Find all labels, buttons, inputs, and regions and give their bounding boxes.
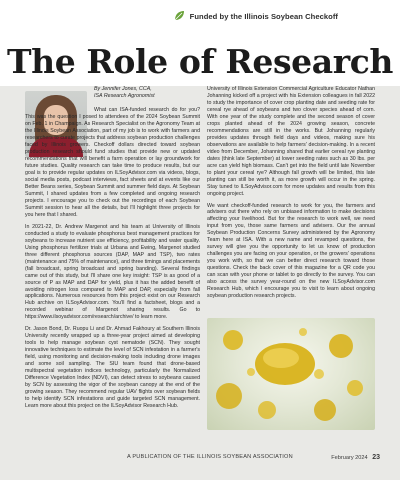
paragraph-phosphorus: In 2021-22, Dr. Andrew Margenot and his team at University of Illinois conducted a study to evaluate phosphorus best management practices for soybeans to increase nutrient use efficiency, profitability and water quality. Using phosphorus fertilizer trials at Urbana and Ewing, Margenot studied three different phosphorus sources (DAP, MAP and TSP), two rates (maintenance and 75% of maintenance), and three timings and placements (fall broadcast, spring broadcast and spring banding). Several findings came out of this study, but I'll share one key insight: TSP is as good of a source of P as MAP and DAP for yield, plus it has the added benefit of avoiding nitrogen loss compared to MAP and DAP, especially from fall applications. Numerous resources from this project exist on our Research Hub archive on ILSoyAdvisor.com. You'll find a factsheet, blogs and a recorded webinar of Margenot sharing results. Go to https://www.ilsoyadvisor.com/research/archive/ to learn more.: [25, 223, 200, 321]
checkoff-brand: [172, 9, 338, 23]
footer-date-page: [331, 454, 380, 461]
article-column-left: [25, 86, 200, 415]
soybean-leaf-icon: [172, 9, 186, 23]
byline-author: By Jennifer Jones, CCA,: [94, 86, 152, 92]
brand-text: Funded by the Illinois Soybean Checkoff: [189, 11, 338, 21]
page-footer: [25, 454, 380, 466]
footer-publication: A PUBLICATION OF THE ILLINOIS SOYBEAN ASSOCIATION: [127, 454, 293, 460]
soybean-oil-droplets-photo: [207, 318, 375, 430]
byline-role: ISA Research Agronomist: [94, 93, 155, 100]
paragraph-intro: What can ISA-funded research do for you? This was the question I posed to attendees of the 2024 Soybean Summit on Feb. 1 in Champaign. As Research Specialist on the Agronomy Team at the Illinois Soybean Association, part of my job is to work with farmers and researchers to curate projects that address soybean production challenges faced by Illinois growers. Checkoff dollars directed toward soybean production research should fund studies that provide new or updated recommendations that will benefit a farm operation or lay groundwork for future studies. Quality research can take time to produce results, but our goal is to provide regular updates on ILSoyAdvisor.com via videos, blogs, social media posts, podcast interviews, fact sheets and at events like our Better Beans series, Soybean Summit and summer field days. At Soybean Summit, I shared updates from a few completed and ongoing research projects. I encourage you to check out the recordings of each Soybean Summit session to hear all the details, but I'll highlight three projects for you here that I shared.: [25, 107, 200, 218]
paragraph-survey: We want checkoff-funded research to work for you, the farmers and advisers out there who rely on unbiased information to make decisions affecting your livelihood. But for the research to work well, we need input from you, those same farmers and advisers. Our the annual Soybean Production Concerns Survey administered by the Agronomy Team here at ISA. With a new name and revamped questions, the survey will give you the opportunity to let us know of production challenges you are facing on your operation, or the growers' operations you work with, so that we can better direct research toward those questions. Check the back cover of this magazine for a QR code you can scan with your phone or tablet to go directly to the survey. You can also access the survey year-round on the new ILSoyAdvisor.com Research Hub, which I encourage you to visit to learn about ongoing soybean production research projects.: [207, 202, 375, 300]
page-title: The Role of Research: [6, 42, 394, 81]
footer-date: February 2024: [331, 455, 368, 461]
page-number: 23: [372, 454, 380, 461]
article-column-right: [207, 86, 375, 305]
paragraph-cover-crops: University of Illinois Extension Commercial Agriculture Educator Nathan Johanning kicked off a project with his Extension colleagues in fall 2022 to study the importance of cover crop planting date and seeding rate for cereal rye ahead of soybeans and two clover species ahead of corn. With one year of the study complete and the second season of cover crops planted ahead of the 2024 growing season, concrete recommendations are still in the works. But Johanning regularly provides updates through field days and videos, making sure his observations are available to help farmers' decision-making. In a recent video from December, Johanning shared that earlier cereal rye planting dates (think late September) at lower seeding rates such as 30 lbs. per acre can yield high biomass. Can't get into the field until late November to plant your cereal rye? Although fall growth will be limited, this late planting can still be worth it, as more growth will occur in the spring. Stay tuned to ILSoyAdvisor.com for more updates and results from this ongoing project.: [207, 86, 375, 197]
paragraph-scn: Dr. Jason Bond, Dr. Ruopu Li and Dr. Ahmad Fakhoury at Southern Illinois University recently wrapped up a three-year project aimed at developing tools to help manage soybean cyst nematode (SCN). They sought innovative techniques to estimate the level of SCN infestation in a farmer's field, using monitoring and decision-making tools including drone images and some soil sampling. The SIU team found that drone-based multispectral vegetation indices technology, particularly the Normalized Difference Vegetation Index (NDVI), can detect stress to soybeans caused by SCN by assessing the vigor of the soybean canopy at the end of the growing season. They recommend regular UAV flights over soybean fields to help identify SCN infestations and guide targeted SCN management. Learn more about this project on the ILSoyAdvisor Research Hub.: [25, 326, 200, 409]
byline: [94, 86, 200, 100]
